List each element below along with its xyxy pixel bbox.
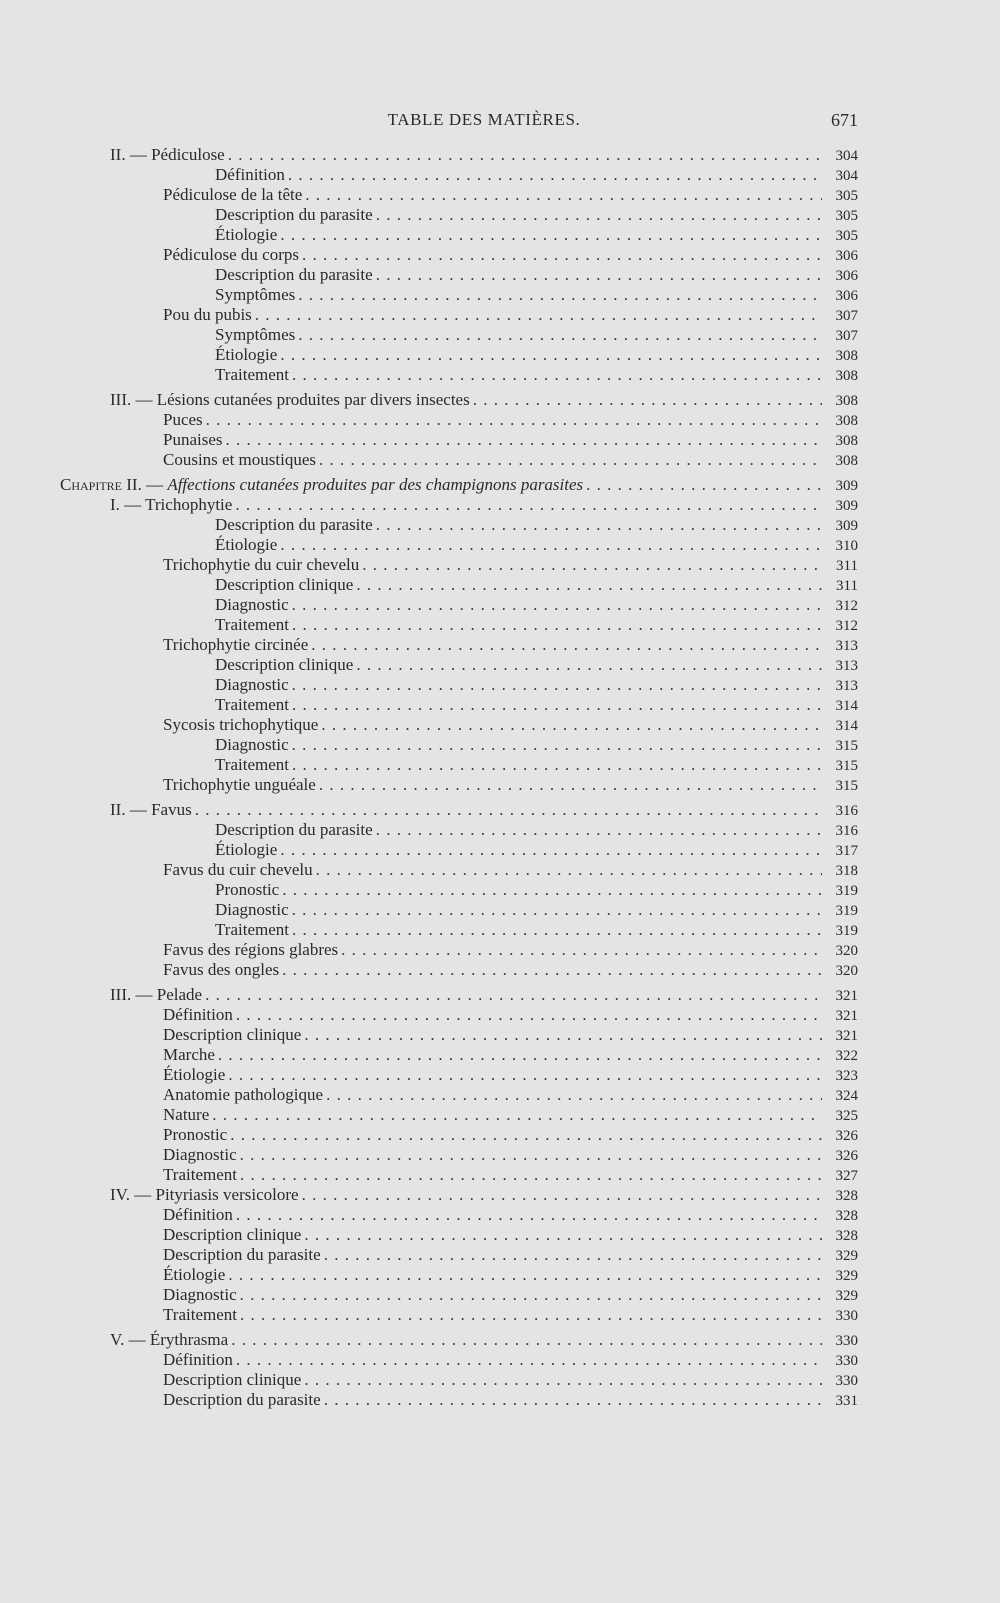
toc-section xyxy=(110,800,858,820)
toc-entry-title: Description clinique xyxy=(163,1370,302,1389)
toc-page-number: 324 xyxy=(835,1088,858,1104)
toc-entry-title: Étiologie xyxy=(215,345,278,364)
chapter-title: Affections cutanées produites par des champignons parasites xyxy=(167,475,584,494)
toc-entry-title: Trichophytie du cuir chevelu xyxy=(163,555,360,574)
dot-leader xyxy=(341,940,822,960)
toc-page-number: 305 xyxy=(835,208,858,224)
toc-entry xyxy=(110,1005,858,1025)
toc-entry-title: Diagnostic xyxy=(215,675,289,694)
toc-entry xyxy=(110,1125,858,1145)
dot-leader xyxy=(321,715,822,735)
toc-page-number: 322 xyxy=(835,1048,858,1064)
toc-entry-title: Définition xyxy=(163,1205,233,1224)
toc-entry-title: Description clinique xyxy=(215,655,354,674)
toc-entry xyxy=(110,1305,858,1325)
toc-page-number: 314 xyxy=(835,698,858,714)
toc-page-number: 312 xyxy=(835,618,858,634)
toc-entry-title: Diagnostic xyxy=(163,1145,237,1164)
dot-leader xyxy=(304,1225,822,1245)
dot-leader xyxy=(311,635,822,655)
dot-leader xyxy=(305,185,822,205)
toc-entry-title: Trichophytie circinée xyxy=(163,635,309,654)
toc-entry-title: Traitement xyxy=(163,1305,237,1324)
toc-entry-title: Étiologie xyxy=(163,1265,226,1284)
toc-entry xyxy=(110,755,858,775)
toc-entry xyxy=(110,735,858,755)
dot-leader xyxy=(376,820,822,840)
toc-page-number: 305 xyxy=(835,188,858,204)
toc-entry-title: Traitement xyxy=(163,1165,237,1184)
toc-entry xyxy=(110,265,858,285)
dot-leader xyxy=(205,985,822,1005)
toc-entry-title: Description du parasite xyxy=(215,820,373,839)
toc-entry-title: Sycosis trichophytique xyxy=(163,715,319,734)
dot-leader xyxy=(280,345,822,365)
dot-leader xyxy=(356,655,822,675)
toc-entry-title: Trichophytie unguéale xyxy=(163,775,316,794)
toc-page-number: 329 xyxy=(835,1288,858,1304)
toc-entry-title: Définition xyxy=(163,1005,233,1024)
toc-entry-title: Étiologie xyxy=(163,1065,226,1084)
dot-leader xyxy=(292,755,822,775)
toc-entry xyxy=(110,880,858,900)
toc-entry xyxy=(110,325,858,345)
toc-page-number: 321 xyxy=(835,1008,858,1024)
dot-leader xyxy=(236,1350,822,1370)
toc-entry xyxy=(110,575,858,595)
dot-leader xyxy=(298,285,822,305)
toc-entry-title: Diagnostic xyxy=(163,1285,237,1304)
toc-entry-title: Traitement xyxy=(215,755,289,774)
toc-page-number: 306 xyxy=(835,248,858,264)
dot-leader xyxy=(230,1125,822,1145)
dot-leader xyxy=(324,1390,822,1410)
dot-leader xyxy=(282,960,822,980)
toc-entry xyxy=(110,185,858,205)
toc-entry-title: Définition xyxy=(163,1350,233,1369)
toc-page-number: 315 xyxy=(835,758,858,774)
toc-entry xyxy=(110,1390,858,1410)
dot-leader xyxy=(292,365,822,385)
dot-leader xyxy=(362,555,822,575)
toc-page-number: 308 xyxy=(835,453,858,469)
toc-page-number: 330 xyxy=(835,1373,858,1389)
toc-page-number: 326 xyxy=(835,1148,858,1164)
toc-entry xyxy=(110,1085,858,1105)
toc-entry-title: Description du parasite xyxy=(215,515,373,534)
chapter-heading xyxy=(60,475,858,495)
toc-page-number: 328 xyxy=(835,1208,858,1224)
dot-leader xyxy=(304,1370,822,1390)
toc-entry xyxy=(110,1205,858,1225)
dot-leader xyxy=(376,205,822,225)
toc-entry xyxy=(110,675,858,695)
toc-entry xyxy=(110,165,858,185)
toc-entry xyxy=(110,1265,858,1285)
toc-section xyxy=(110,1185,858,1205)
dot-leader xyxy=(288,165,822,185)
toc-entry-title: II. — Favus xyxy=(110,800,192,819)
dot-leader xyxy=(304,1025,822,1045)
toc-entry xyxy=(110,820,858,840)
toc-entry-title: IV. — Pityriasis versicolore xyxy=(110,1185,299,1204)
toc-entry-title: Diagnostic xyxy=(215,735,289,754)
toc-entry-title: Marche xyxy=(163,1045,215,1064)
toc-page-number: 317 xyxy=(835,843,858,859)
running-title: TABLE DES MATIÈRES. xyxy=(387,110,581,129)
dot-leader xyxy=(292,675,822,695)
toc-entry-title: Étiologie xyxy=(215,535,278,554)
dot-leader xyxy=(319,775,822,795)
dot-leader xyxy=(376,515,822,535)
toc-entry xyxy=(110,1145,858,1165)
toc-entry xyxy=(110,430,858,450)
toc-page-number: 330 xyxy=(835,1333,858,1349)
toc-page-number: 318 xyxy=(835,863,858,879)
dot-leader xyxy=(255,305,822,325)
toc-entry xyxy=(110,535,858,555)
toc-entry xyxy=(110,595,858,615)
toc-entry xyxy=(110,1025,858,1045)
toc-entry xyxy=(110,635,858,655)
toc-entry-title: Cousins et moustiques xyxy=(163,450,317,469)
dot-leader xyxy=(282,880,822,900)
toc-page-number: 319 xyxy=(835,883,858,899)
toc-entry xyxy=(110,920,858,940)
toc-page-number: 312 xyxy=(835,598,858,614)
dot-leader xyxy=(473,390,822,410)
toc-page-number: 311 xyxy=(836,558,858,574)
toc-entry xyxy=(110,775,858,795)
dot-leader xyxy=(292,920,822,940)
toc-entry xyxy=(110,615,858,635)
toc-entry-title: Description du parasite xyxy=(215,205,373,224)
toc-page-number: 315 xyxy=(835,778,858,794)
toc-entry-title: Pédiculose du corps xyxy=(163,245,299,264)
toc-entry-title: Pou du pubis xyxy=(163,305,252,324)
toc-page-number: 308 xyxy=(835,393,858,409)
dot-leader xyxy=(195,800,822,820)
dot-leader xyxy=(586,475,822,495)
toc-page-number: 321 xyxy=(835,988,858,1004)
toc-section xyxy=(110,1330,858,1350)
page-header xyxy=(110,110,858,134)
dot-leader xyxy=(240,1305,822,1325)
toc-page-number: 320 xyxy=(835,943,858,959)
dot-leader xyxy=(302,245,822,265)
toc-entry-title: Pronostic xyxy=(163,1125,228,1144)
toc-entry xyxy=(110,450,858,470)
toc-page-number: 307 xyxy=(835,328,858,344)
toc-page-number: 329 xyxy=(835,1268,858,1284)
toc-entry xyxy=(110,1165,858,1185)
dot-leader xyxy=(231,1330,822,1350)
toc-page-number: 331 xyxy=(835,1393,858,1409)
toc-entry-title: III. — Lésions cutanées produites par divers insectes xyxy=(110,390,470,409)
toc-entry xyxy=(110,840,858,860)
toc-entry xyxy=(110,345,858,365)
chapter-label: Chapitre II. — xyxy=(60,475,168,494)
toc-entry xyxy=(110,285,858,305)
toc-entry-title: Favus des ongles xyxy=(163,960,280,979)
toc-entry xyxy=(110,960,858,980)
toc-entry xyxy=(110,205,858,225)
toc-entry xyxy=(110,245,858,265)
dot-leader xyxy=(228,1065,822,1085)
toc-entry xyxy=(110,715,858,735)
toc-page-number: 330 xyxy=(835,1353,858,1369)
toc-entry-title: Description clinique xyxy=(163,1225,302,1244)
toc-entry-title: Traitement xyxy=(215,920,289,939)
toc-page-number: 306 xyxy=(835,288,858,304)
toc-page-number: 309 xyxy=(835,478,858,494)
page-number: 671 xyxy=(831,110,858,130)
toc-entry-title: Traitement xyxy=(215,695,289,714)
toc-entry-title: Puces xyxy=(163,410,203,429)
dot-leader xyxy=(376,265,822,285)
toc-entry-title: Pédiculose de la tête xyxy=(163,185,303,204)
toc-entry-title: Description du parasite xyxy=(215,265,373,284)
toc-page-number: 311 xyxy=(836,578,858,594)
toc-page-number: 319 xyxy=(835,903,858,919)
dot-leader xyxy=(235,495,822,515)
toc-entry xyxy=(110,940,858,960)
toc-entry-title: II. — Pédiculose xyxy=(110,145,225,164)
toc-entry-title: Anatomie pathologique xyxy=(163,1085,324,1104)
dot-leader xyxy=(236,1005,822,1025)
toc-page-number: 313 xyxy=(835,638,858,654)
toc-entry xyxy=(110,410,858,430)
toc-entry xyxy=(110,1350,858,1370)
dot-leader xyxy=(280,225,822,245)
toc-entry-title: Punaises xyxy=(163,430,223,449)
toc-page-number: 328 xyxy=(835,1188,858,1204)
toc-page-number: 327 xyxy=(835,1168,858,1184)
toc-page-number: 328 xyxy=(835,1228,858,1244)
toc-page-number: 315 xyxy=(835,738,858,754)
toc-entry xyxy=(110,305,858,325)
toc-entry-title: V. — Érythrasma xyxy=(110,1330,229,1349)
toc-entry-title: Description clinique xyxy=(215,575,354,594)
toc-page-number: 314 xyxy=(835,718,858,734)
toc-page-number: 323 xyxy=(835,1068,858,1084)
toc-page-number: 308 xyxy=(835,348,858,364)
dot-leader xyxy=(236,1205,822,1225)
dot-leader xyxy=(316,860,822,880)
dot-leader xyxy=(226,430,823,450)
toc-page-number: 310 xyxy=(835,538,858,554)
toc-page-number: 329 xyxy=(835,1248,858,1264)
toc-page-number: 325 xyxy=(835,1108,858,1124)
toc-page-number: 309 xyxy=(835,518,858,534)
toc-entry-title: Traitement xyxy=(215,365,289,384)
toc-entry-title: Favus des régions glabres xyxy=(163,940,339,959)
toc-entry-title xyxy=(60,475,583,495)
dot-leader xyxy=(228,1265,822,1285)
dot-leader xyxy=(292,900,822,920)
dot-leader xyxy=(292,735,822,755)
toc-entry xyxy=(110,695,858,715)
toc-entry-title: Diagnostic xyxy=(215,900,289,919)
toc-page-number: 316 xyxy=(835,803,858,819)
toc-section xyxy=(110,145,858,165)
dot-leader xyxy=(292,615,822,635)
toc-entry-title: Symptômes xyxy=(215,325,296,344)
toc-entry xyxy=(110,1370,858,1390)
toc-page-number: 319 xyxy=(835,923,858,939)
toc-entry-title: Description clinique xyxy=(163,1025,302,1044)
toc-page-number: 304 xyxy=(835,168,858,184)
toc-entry-title: Pronostic xyxy=(215,880,280,899)
toc-entry xyxy=(110,225,858,245)
toc-entry xyxy=(110,1105,858,1125)
toc-page-number: 313 xyxy=(835,658,858,674)
toc-entry-title: Symptômes xyxy=(215,285,296,304)
toc-entry-title: Étiologie xyxy=(215,840,278,859)
toc-page-number: 309 xyxy=(835,498,858,514)
dot-leader xyxy=(240,1285,822,1305)
toc-entry-title: Traitement xyxy=(215,615,289,634)
dot-leader xyxy=(324,1245,822,1265)
toc-entry xyxy=(110,365,858,385)
toc-page-number: 321 xyxy=(835,1028,858,1044)
toc-entry-title: Définition xyxy=(215,165,285,184)
dot-leader xyxy=(292,595,822,615)
dot-leader xyxy=(212,1105,822,1125)
toc-page-number: 308 xyxy=(835,433,858,449)
toc-page-number: 308 xyxy=(835,368,858,384)
table-of-contents xyxy=(60,145,858,1410)
dot-leader xyxy=(240,1165,822,1185)
dot-leader xyxy=(298,325,822,345)
dot-leader xyxy=(356,575,822,595)
dot-leader xyxy=(240,1145,822,1165)
toc-entry-title: Diagnostic xyxy=(215,595,289,614)
toc-section xyxy=(110,495,858,515)
toc-entry xyxy=(110,900,858,920)
dot-leader xyxy=(206,410,822,430)
toc-page-number: 316 xyxy=(835,823,858,839)
toc-page-number: 326 xyxy=(835,1128,858,1144)
dot-leader xyxy=(228,145,822,165)
toc-entry xyxy=(110,1225,858,1245)
dot-leader xyxy=(280,840,822,860)
toc-entry xyxy=(110,555,858,575)
toc-entry xyxy=(110,860,858,880)
toc-page-number: 313 xyxy=(835,678,858,694)
toc-entry-title: Description du parasite xyxy=(163,1245,321,1264)
toc-page-number: 305 xyxy=(835,228,858,244)
toc-entry xyxy=(110,1065,858,1085)
toc-page-number: 307 xyxy=(835,308,858,324)
toc-section xyxy=(110,985,858,1005)
toc-entry-title: Nature xyxy=(163,1105,210,1124)
toc-page-number: 308 xyxy=(835,413,858,429)
toc-page-number: 306 xyxy=(835,268,858,284)
toc-entry xyxy=(110,515,858,535)
toc-section xyxy=(110,390,858,410)
toc-entry xyxy=(110,1285,858,1305)
toc-entry xyxy=(110,655,858,675)
dot-leader xyxy=(326,1085,822,1105)
dot-leader xyxy=(280,535,822,555)
dot-leader xyxy=(292,695,822,715)
toc-entry-title: Étiologie xyxy=(215,225,278,244)
dot-leader xyxy=(218,1045,822,1065)
dot-leader xyxy=(302,1185,822,1205)
toc-page-number: 330 xyxy=(835,1308,858,1324)
toc-entry-title: Favus du cuir chevelu xyxy=(163,860,313,879)
toc-page-number: 304 xyxy=(835,148,858,164)
toc-entry-title: I. — Trichophytie xyxy=(110,495,233,514)
toc-entry-title: Description du parasite xyxy=(163,1390,321,1409)
toc-entry xyxy=(110,1045,858,1065)
toc-page-number: 320 xyxy=(835,963,858,979)
dot-leader xyxy=(319,450,822,470)
toc-entry-title: III. — Pelade xyxy=(110,985,203,1004)
toc-entry xyxy=(110,1245,858,1265)
